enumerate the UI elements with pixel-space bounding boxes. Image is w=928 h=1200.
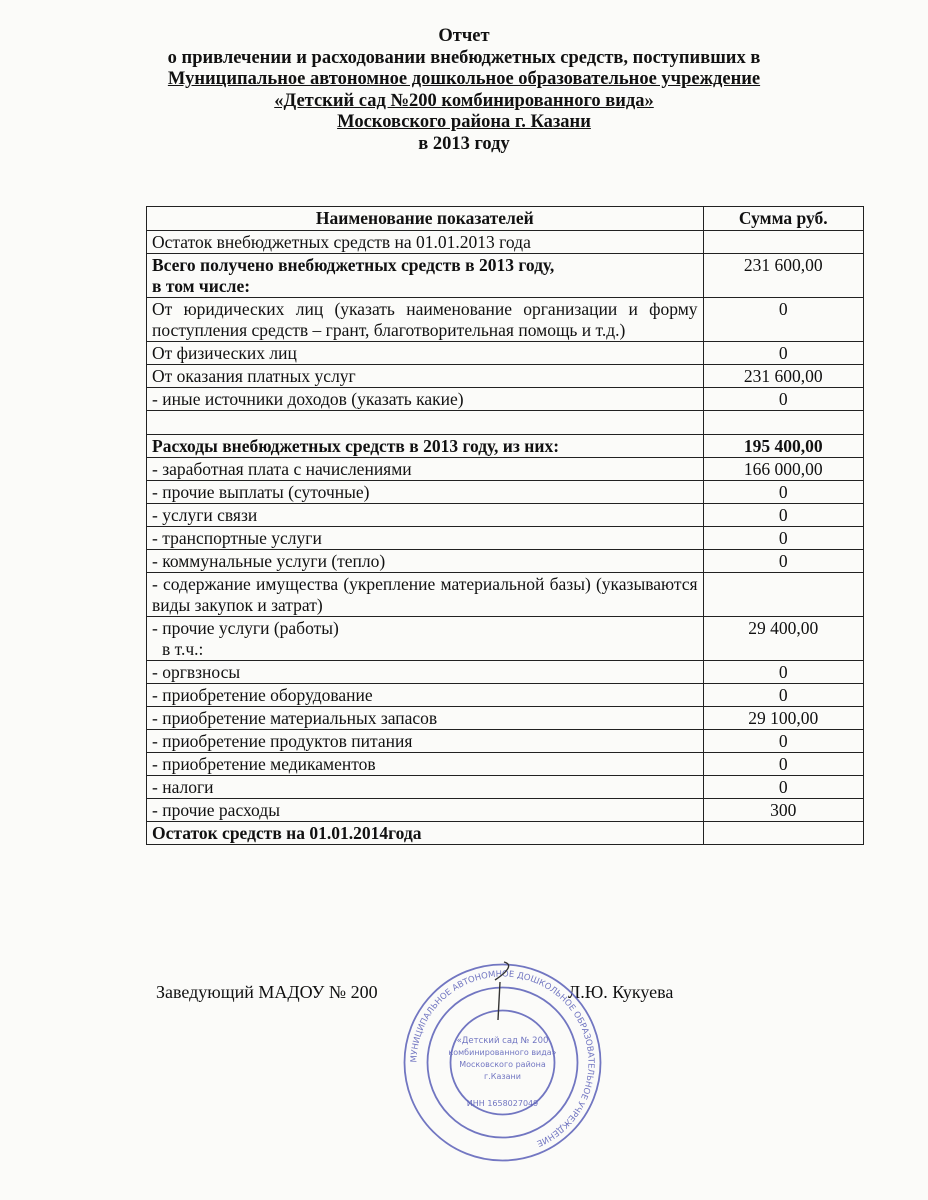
row-value: 0: [703, 342, 863, 365]
table-row: [147, 550, 864, 573]
official-stamp: [400, 960, 605, 1165]
table-row: [147, 298, 864, 342]
row-label: [147, 254, 704, 298]
table-row: [147, 481, 864, 504]
row-value: 0: [703, 388, 863, 411]
institution-short-name: «Детский сад №200 комбинированного вида»: [274, 90, 654, 111]
row-value: 300: [703, 799, 863, 822]
table-row: [147, 342, 864, 365]
row-value: 195 400,00: [703, 435, 863, 458]
row-label: - транспортные услуги: [147, 527, 704, 550]
row-label: - приобретение медикаментов: [147, 753, 704, 776]
table-row: [147, 776, 864, 799]
stamp-line-4: г.Казани: [484, 1072, 521, 1081]
row-label: Остаток внебюджетных средств на 01.01.2013 года: [147, 231, 704, 254]
row-label-line2: в т.ч.:: [162, 639, 204, 659]
table-row: [147, 573, 864, 617]
row-label: - иные источники доходов (указать какие): [147, 388, 704, 411]
table-row: [147, 254, 864, 298]
report-table: [146, 206, 864, 845]
empty-cell: [703, 411, 863, 435]
table-row: [147, 799, 864, 822]
report-year: в 2013 году: [418, 133, 510, 154]
row-label: - услуги связи: [147, 504, 704, 527]
report-header: [0, 26, 928, 155]
row-label: [147, 617, 704, 661]
table-row-empty: [147, 411, 864, 435]
row-label-line1: - прочие услуги (работы): [152, 618, 339, 638]
signatory-name: Л.Ю. Кукуева: [568, 982, 674, 1002]
institution-name: Муниципальное автономное дошкольное образовательное учреждение: [167, 69, 761, 89]
row-value: 0: [703, 661, 863, 684]
table-row: [147, 504, 864, 527]
row-value: 0: [703, 481, 863, 504]
table-row: [147, 753, 864, 776]
row-value: 231 600,00: [703, 254, 863, 298]
stamp-outer-text: МУНИЦИПАЛЬНОЕ АВТОНОМНОЕ ДОШКОЛЬНОЕ ОБРАЗОВАТЕЛЬНОЕ УЧРЕЖДЕНИЕ: [409, 969, 596, 1149]
row-label: Расходы внебюджетных средств в 2013 году, из них:: [147, 435, 704, 458]
institution-district: Московского района г. Казани: [337, 112, 591, 132]
row-value: 0: [703, 550, 863, 573]
empty-cell: [147, 411, 704, 435]
row-value: 0: [703, 730, 863, 753]
table-row: [147, 707, 864, 730]
table-header-row: [147, 207, 864, 231]
row-value: [703, 573, 863, 617]
row-label-line1: Всего получено внебюджетных средств в 2013 году,: [152, 255, 555, 275]
row-value: 29 100,00: [703, 707, 863, 730]
row-value: [703, 231, 863, 254]
row-label: От оказания платных услуг: [147, 365, 704, 388]
row-label: Остаток средств на 01.01.2014года: [147, 822, 704, 845]
row-label: - налоги: [147, 776, 704, 799]
row-label: - приобретение продуктов питания: [147, 730, 704, 753]
row-label: - оргвзносы: [147, 661, 704, 684]
row-label: - приобретение оборудование: [147, 684, 704, 707]
report-title: Отчет: [438, 26, 490, 46]
report-subtitle: о привлечении и расходовании внебюджетных средств, поступивших в: [167, 47, 761, 68]
row-label: - содержание имущества (укрепление материальной базы) (указываются виды закупок и затрат): [147, 573, 704, 617]
table-row: [147, 388, 864, 411]
table-row: [147, 822, 864, 845]
table-row: [147, 231, 864, 254]
signatory-position: Заведующий МАДОУ № 200: [156, 982, 378, 1002]
row-label: От физических лиц: [147, 342, 704, 365]
row-value: 0: [703, 776, 863, 799]
table-row: [147, 730, 864, 753]
row-label: - прочие выплаты (суточные): [147, 481, 704, 504]
row-label: От юридических лиц (указать наименование организации и форму поступления средств – грант, благотворительная помощь и т.д.): [147, 298, 704, 342]
row-value: 0: [703, 298, 863, 342]
table-row: [147, 527, 864, 550]
stamp-line-2: комбинированного вида»: [448, 1048, 557, 1057]
row-label: - прочие расходы: [147, 799, 704, 822]
row-value: 0: [703, 504, 863, 527]
stamp-inn: ИНН 1658027049: [466, 1099, 539, 1108]
table-row: [147, 684, 864, 707]
column-header-name: Наименование показателей: [147, 207, 704, 231]
table-row: [147, 458, 864, 481]
row-value: [703, 822, 863, 845]
row-label: - приобретение материальных запасов: [147, 707, 704, 730]
table-row: [147, 365, 864, 388]
stamp-line-1: «Детский сад № 200: [456, 1036, 549, 1046]
column-header-sum: Сумма руб.: [703, 207, 863, 231]
row-value: 0: [703, 527, 863, 550]
row-value: 0: [703, 684, 863, 707]
row-label: - заработная плата с начислениями: [147, 458, 704, 481]
table-row: [147, 661, 864, 684]
row-value: 29 400,00: [703, 617, 863, 661]
row-value: 0: [703, 753, 863, 776]
row-label: - коммунальные услуги (тепло): [147, 550, 704, 573]
table-row: [147, 435, 864, 458]
row-value: 231 600,00: [703, 365, 863, 388]
row-label-line2: в том числе:: [152, 276, 251, 296]
row-value: 166 000,00: [703, 458, 863, 481]
table-row: [147, 617, 864, 661]
stamp-line-3: Московского района: [459, 1060, 546, 1069]
